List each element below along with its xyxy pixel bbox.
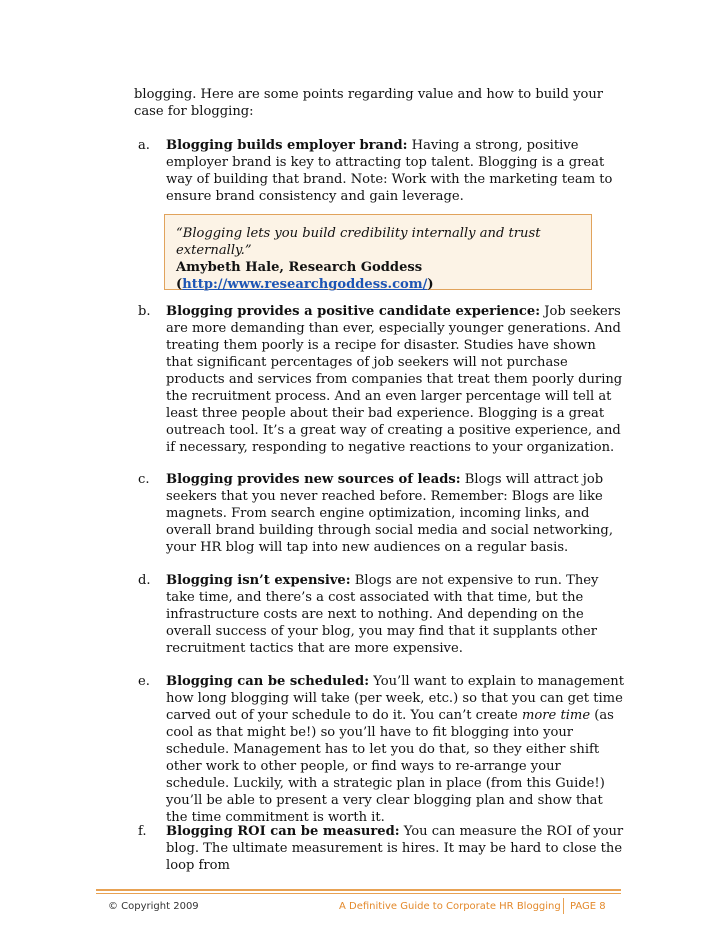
footer-copyright: © Copyright 2009 [108,901,199,912]
list-item [138,137,626,205]
footer-page-number: PAGE 8 [570,901,606,912]
item-body: You can measure the ROI of your blog. The ultimate measurement is hires. It may be hard to close the loop from [166,824,624,873]
list-marker: c. [138,472,150,487]
item-body: Blogs are not expensive to run. They take time, and there’s a cost associated with that time, but the infrastructure costs are next to nothing. And depending on the overall success of your blog, you may find that it supplants other recruitment tactics that are more expensive. [166,573,599,656]
list-item [138,673,626,826]
footer-separator [563,898,564,914]
item-heading: Blogging isn’t expensive: [166,573,351,588]
item-heading: Blogging ROI can be measured: [166,824,400,839]
paren-close: ) [427,277,434,292]
item-body: Job seekers are more demanding than ever, especially younger generations. And treating them poorly is a recipe for disaster. Studies have shown that significant percentages of job seekers will not purchase products and services from companies that treat them poorly during the recruitment process. And an even larger percentage will tell at least three people about their bad experience. Blogging is a great outreach tool. It’s a great way of creating a positive experience, and if necessary, responding to negative reactions to your organization. [166,304,623,455]
list-marker: b. [138,304,151,319]
quote-callout [164,214,592,290]
quote-link-line [176,276,586,293]
item-body: Blogs will attract job seekers that you never reached before. Remember: Blogs are like magnets. From search engine optimization, incoming links, and overall brand building through social media and social networking, your HR blog will tap into new audiences on a regular basis. [166,472,613,555]
footer-guide-title: A Definitive Guide to Corporate HR Blogging [339,901,561,912]
item-heading: Blogging can be scheduled: [166,674,370,689]
footer-rule-thin [96,893,621,894]
page-footer [96,899,621,917]
list-marker: d. [138,573,151,588]
list-item [138,303,626,456]
item-body: Having a strong, positive employer brand is key to attracting top talent. Blogging is a great way of building that brand. Note: Work with the marketing team to ensure brand consistency and gain leverage. [166,138,613,204]
list-item [138,823,626,874]
item-body-continued: (as cool as that might be!) so you’ll have to fit blogging into your schedule. Management has to let you do that, so they either shift other work to other people, or find ways to re-arrange your schedule. Luckily, with a strategic plan in place (from this Guide!) you’ll be able to present a very clear blogging plan and show that the time commitment is worth it. [166,708,614,825]
list-marker: f. [138,824,147,839]
research-goddess-link[interactable]: http://www.researchgoddess.com/ [182,277,428,292]
quote-text: “Blogging lets you build credibility internally and trust externally.” [176,226,541,258]
item-body-emphasis: more time [521,708,591,723]
item-heading: Blogging provides new sources of leads: [166,472,461,487]
list-marker: e. [138,674,150,689]
footer-rule-thick [96,889,621,891]
item-body: You’ll want to explain to management how long blogging will take (per week, etc.) so that you can get time carved out of your schedule to do it. You can’t create [166,674,624,723]
list-item [138,572,626,657]
list-item [138,471,626,556]
list-marker: a. [138,138,150,153]
intro-paragraph: blogging. Here are some points regarding value and how to build your case for blogging: [134,87,604,119]
quote-attribution: Amybeth Hale, Research Goddess [176,260,423,275]
paren-open: ( [176,277,183,292]
item-heading: Blogging provides a positive candidate experience: [166,304,541,319]
item-heading: Blogging builds employer brand: [166,138,408,153]
